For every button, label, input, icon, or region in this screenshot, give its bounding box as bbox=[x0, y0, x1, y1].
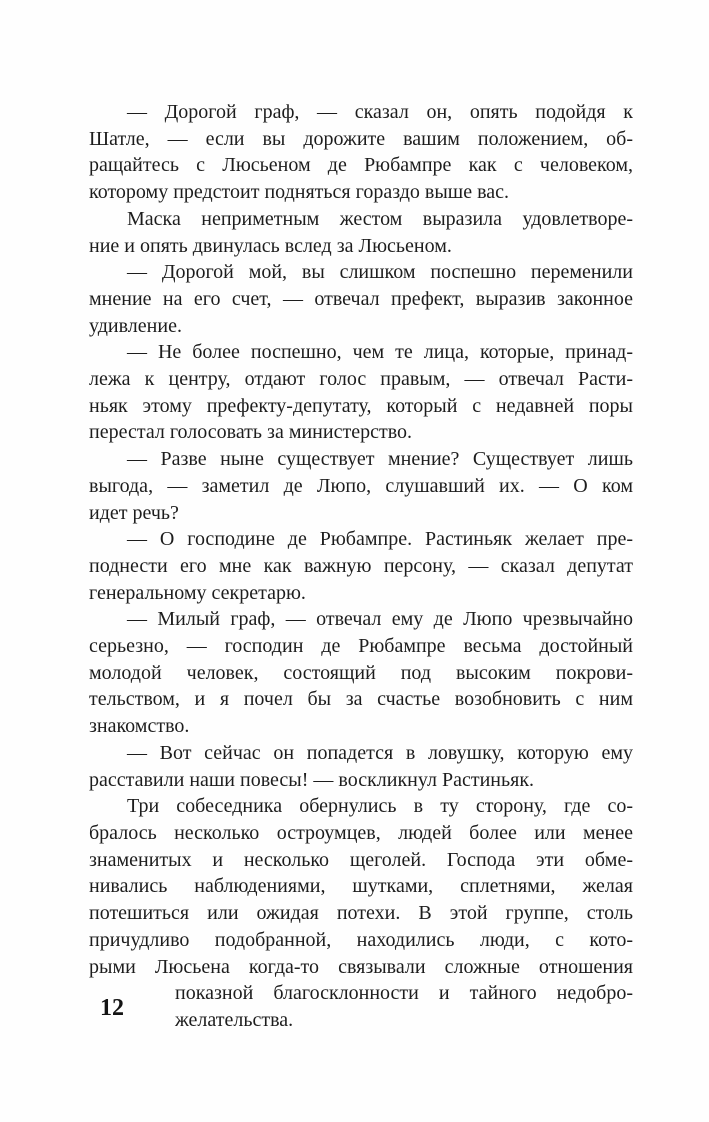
text-line: расставили наши повесы! — воскликнул Растиньяк. bbox=[89, 768, 535, 791]
text-line: лежа к центру, отдают голос правым, — отвечал Расти- bbox=[89, 368, 633, 391]
text-line: показной благосклонности и тайного недобро- bbox=[175, 982, 633, 1005]
paragraph bbox=[89, 206, 633, 259]
text-line: желательства. bbox=[175, 1008, 294, 1031]
text-line: — Вот сейчас он попадется в ловушку, которую ему bbox=[127, 741, 633, 764]
text-line: ние и опять двинулась вслед за Люсьеном. bbox=[89, 234, 452, 257]
text-line: ращайтесь с Люсьеном де Рюбампре как с человеком, bbox=[89, 154, 633, 177]
text-line: молодой человек, состоящий под высоким покрови- bbox=[89, 661, 633, 684]
text-line: потешиться или ожидая потехи. В этой группе, столь bbox=[89, 902, 633, 925]
text-line: серьезно, — господин де Рюбампре весьма достойный bbox=[89, 635, 633, 658]
text-line: знаменитых и несколько щеголей. Господа эти обме- bbox=[89, 848, 633, 871]
text-line: удивление. bbox=[89, 314, 182, 337]
text-line: рыми Люсьена когда-то связывали сложные отношения bbox=[89, 955, 633, 978]
text-line: — Дорогой граф, — сказал он, опять подойдя к bbox=[127, 101, 633, 123]
text-line: Маска неприметным жестом выразила удовлетворе- bbox=[127, 207, 633, 230]
paragraph bbox=[89, 339, 633, 446]
page-number: 12 bbox=[100, 995, 124, 1021]
text-line: перестал голосовать за министерство. bbox=[89, 421, 413, 444]
text-line: нивались наблюдениями, шутками, сплетнями, желая bbox=[89, 875, 633, 898]
paragraph bbox=[89, 259, 633, 339]
text-line: — Не более поспешно, чем те лица, которые, принад- bbox=[127, 341, 633, 364]
text-line: бралось несколько остроумцев, людей более или менее bbox=[89, 821, 633, 844]
text-line: генеральному секретарю. bbox=[89, 581, 306, 604]
text-line: — О господине де Рюбампре. Растиньяк желает пре- bbox=[127, 528, 633, 551]
text-line: идет речь? bbox=[89, 501, 179, 524]
paragraph bbox=[89, 793, 633, 1033]
paragraph bbox=[89, 740, 633, 793]
paragraph bbox=[89, 99, 633, 206]
text-line: — Дорогой мой, вы слишком поспешно переменили bbox=[127, 261, 633, 284]
text-line: Шатле, — если вы дорожите вашим положением, об- bbox=[89, 127, 633, 150]
text-line: которому предстоит подняться гораздо выше вас. bbox=[89, 181, 510, 204]
text-line: выгода, — заметил де Люпо, слушавший их. — О ком bbox=[89, 474, 633, 497]
page-text bbox=[89, 99, 633, 1034]
paragraph bbox=[89, 446, 633, 526]
text-line: Три собеседника обернулись в ту сторону, где со- bbox=[127, 795, 633, 818]
text-line: знакомство. bbox=[89, 715, 190, 738]
text-line: ньяк этому префекту-депутату, который с недавней поры bbox=[89, 394, 633, 417]
text-line: мнение на его счет, — отвечал префект, выразив законное bbox=[89, 287, 633, 310]
text-line: поднести его мне как важную персону, — сказал депутат bbox=[89, 554, 633, 577]
text-line: — Разве ныне существует мнение? Существует лишь bbox=[127, 448, 633, 471]
text-line: тельством, и я почел бы за счастье возобновить с ним bbox=[89, 688, 633, 711]
paragraph bbox=[89, 606, 633, 740]
text-line: — Милый граф, — отвечал ему де Люпо чрезвычайно bbox=[127, 608, 633, 631]
text-line: причудливо подобранной, находились люди, с кото- bbox=[89, 928, 633, 951]
paragraph bbox=[89, 526, 633, 606]
